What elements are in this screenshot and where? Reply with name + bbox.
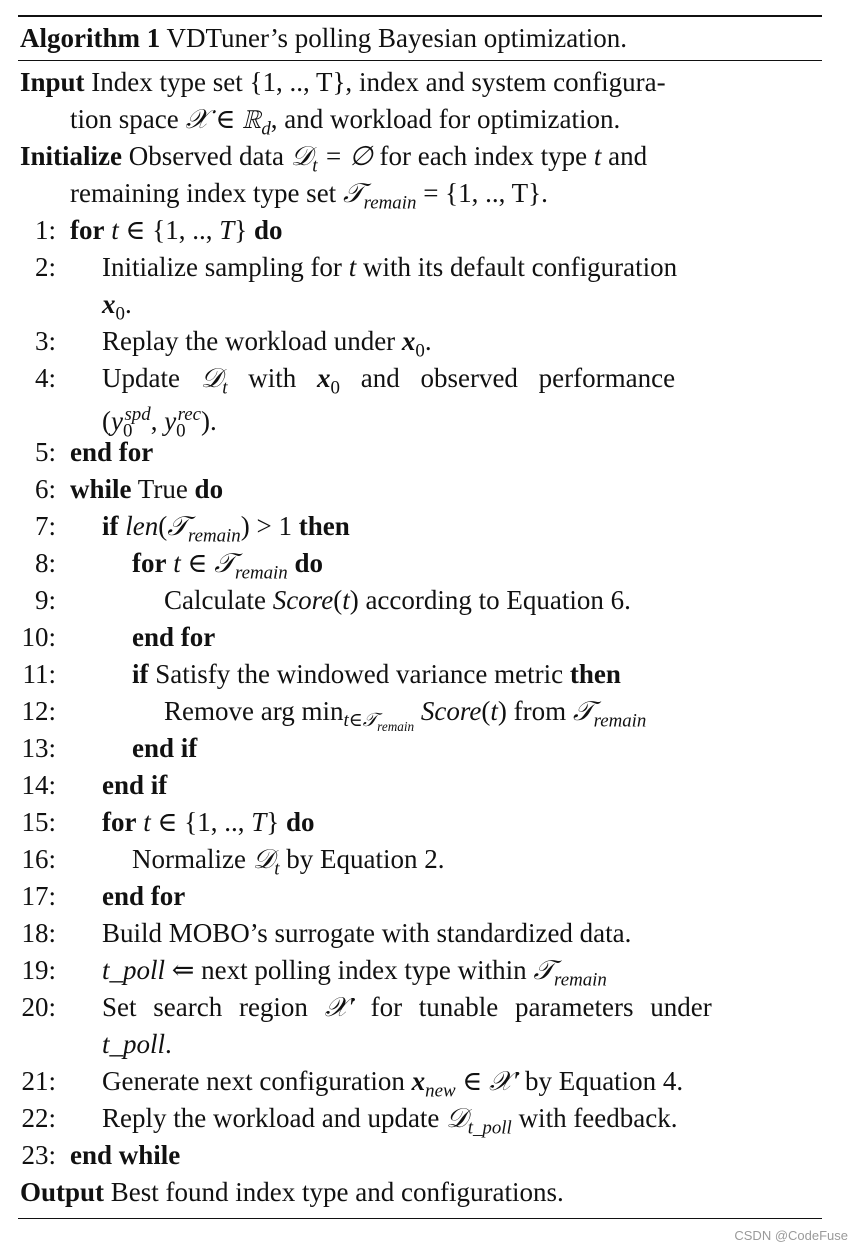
input-text: , and workload for optimization. bbox=[270, 104, 621, 134]
step-number: 1: bbox=[34, 215, 56, 245]
step-number: 3: bbox=[34, 326, 56, 356]
step-number: 14: bbox=[21, 770, 56, 800]
algorithm-label: Algorithm 1 bbox=[20, 23, 161, 53]
step-20-cont: t_poll. bbox=[102, 1029, 172, 1059]
step-number: 19: bbox=[21, 955, 56, 985]
initialize-text: for each index type bbox=[379, 141, 588, 171]
step-number: 17: bbox=[21, 881, 56, 911]
math-config-space: 𝒳 ∈ ℝ$_d$ bbox=[185, 104, 271, 140]
step-number: 16: bbox=[21, 844, 56, 874]
input-set: {1, .., T}, bbox=[249, 67, 353, 97]
output-text: Best found index type and configurations. bbox=[110, 1177, 564, 1207]
math-observed-data: 𝒟$_t$ = ∅ bbox=[290, 141, 373, 177]
output-keyword: Output bbox=[20, 1177, 105, 1207]
step-number: 4: bbox=[34, 363, 56, 393]
initialize-text: = {1, .., T}. bbox=[423, 178, 548, 208]
step-number: 9: bbox=[34, 585, 56, 615]
input-text: tion space bbox=[70, 104, 179, 134]
math-t-remain: 𝒯$_{remain}$ bbox=[342, 178, 417, 214]
algorithm-title: VDTuner’s polling Bayesian optimization. bbox=[166, 23, 627, 53]
caption-rule bbox=[18, 60, 822, 61]
input-text: Index type set bbox=[91, 67, 243, 97]
output-line bbox=[20, 1176, 564, 1208]
initialize-text: Observed data bbox=[128, 141, 284, 171]
watermark: CSDN @CodeFuse bbox=[734, 1228, 848, 1243]
step-number: 18: bbox=[21, 918, 56, 948]
step-number: 5: bbox=[34, 437, 56, 467]
input-keyword: Input bbox=[20, 67, 85, 97]
step-2-cont: $x_0$. bbox=[102, 289, 132, 325]
math-t: t bbox=[593, 141, 602, 171]
step-number: 10: bbox=[21, 622, 56, 652]
initialize-text: and bbox=[608, 141, 648, 171]
step-number: 21: bbox=[21, 1066, 56, 1096]
initialize-keyword: Initialize bbox=[20, 141, 122, 171]
step-number: 8: bbox=[34, 548, 56, 578]
step-number: 7: bbox=[34, 511, 56, 541]
input-line-1 bbox=[20, 66, 666, 98]
initialize-text: remaining index type set bbox=[70, 178, 337, 208]
step-number: 6: bbox=[34, 474, 56, 504]
step-number: 2: bbox=[34, 252, 56, 282]
step-number: 20: bbox=[21, 992, 56, 1022]
input-text: index and system configura- bbox=[358, 67, 666, 97]
algorithm-caption bbox=[20, 22, 627, 54]
step-4-cont: ($y_0^{spd}$, $y_0^{rec}$). bbox=[102, 404, 217, 442]
step-number: 12: bbox=[21, 696, 56, 726]
step-number: 22: bbox=[21, 1103, 56, 1133]
bottom-rule bbox=[18, 1218, 822, 1219]
step-number: 11: bbox=[22, 659, 56, 689]
top-rule bbox=[18, 15, 822, 17]
step-number: 15: bbox=[21, 807, 56, 837]
step-number: 13: bbox=[21, 733, 56, 763]
step-number: 23: bbox=[21, 1140, 56, 1170]
